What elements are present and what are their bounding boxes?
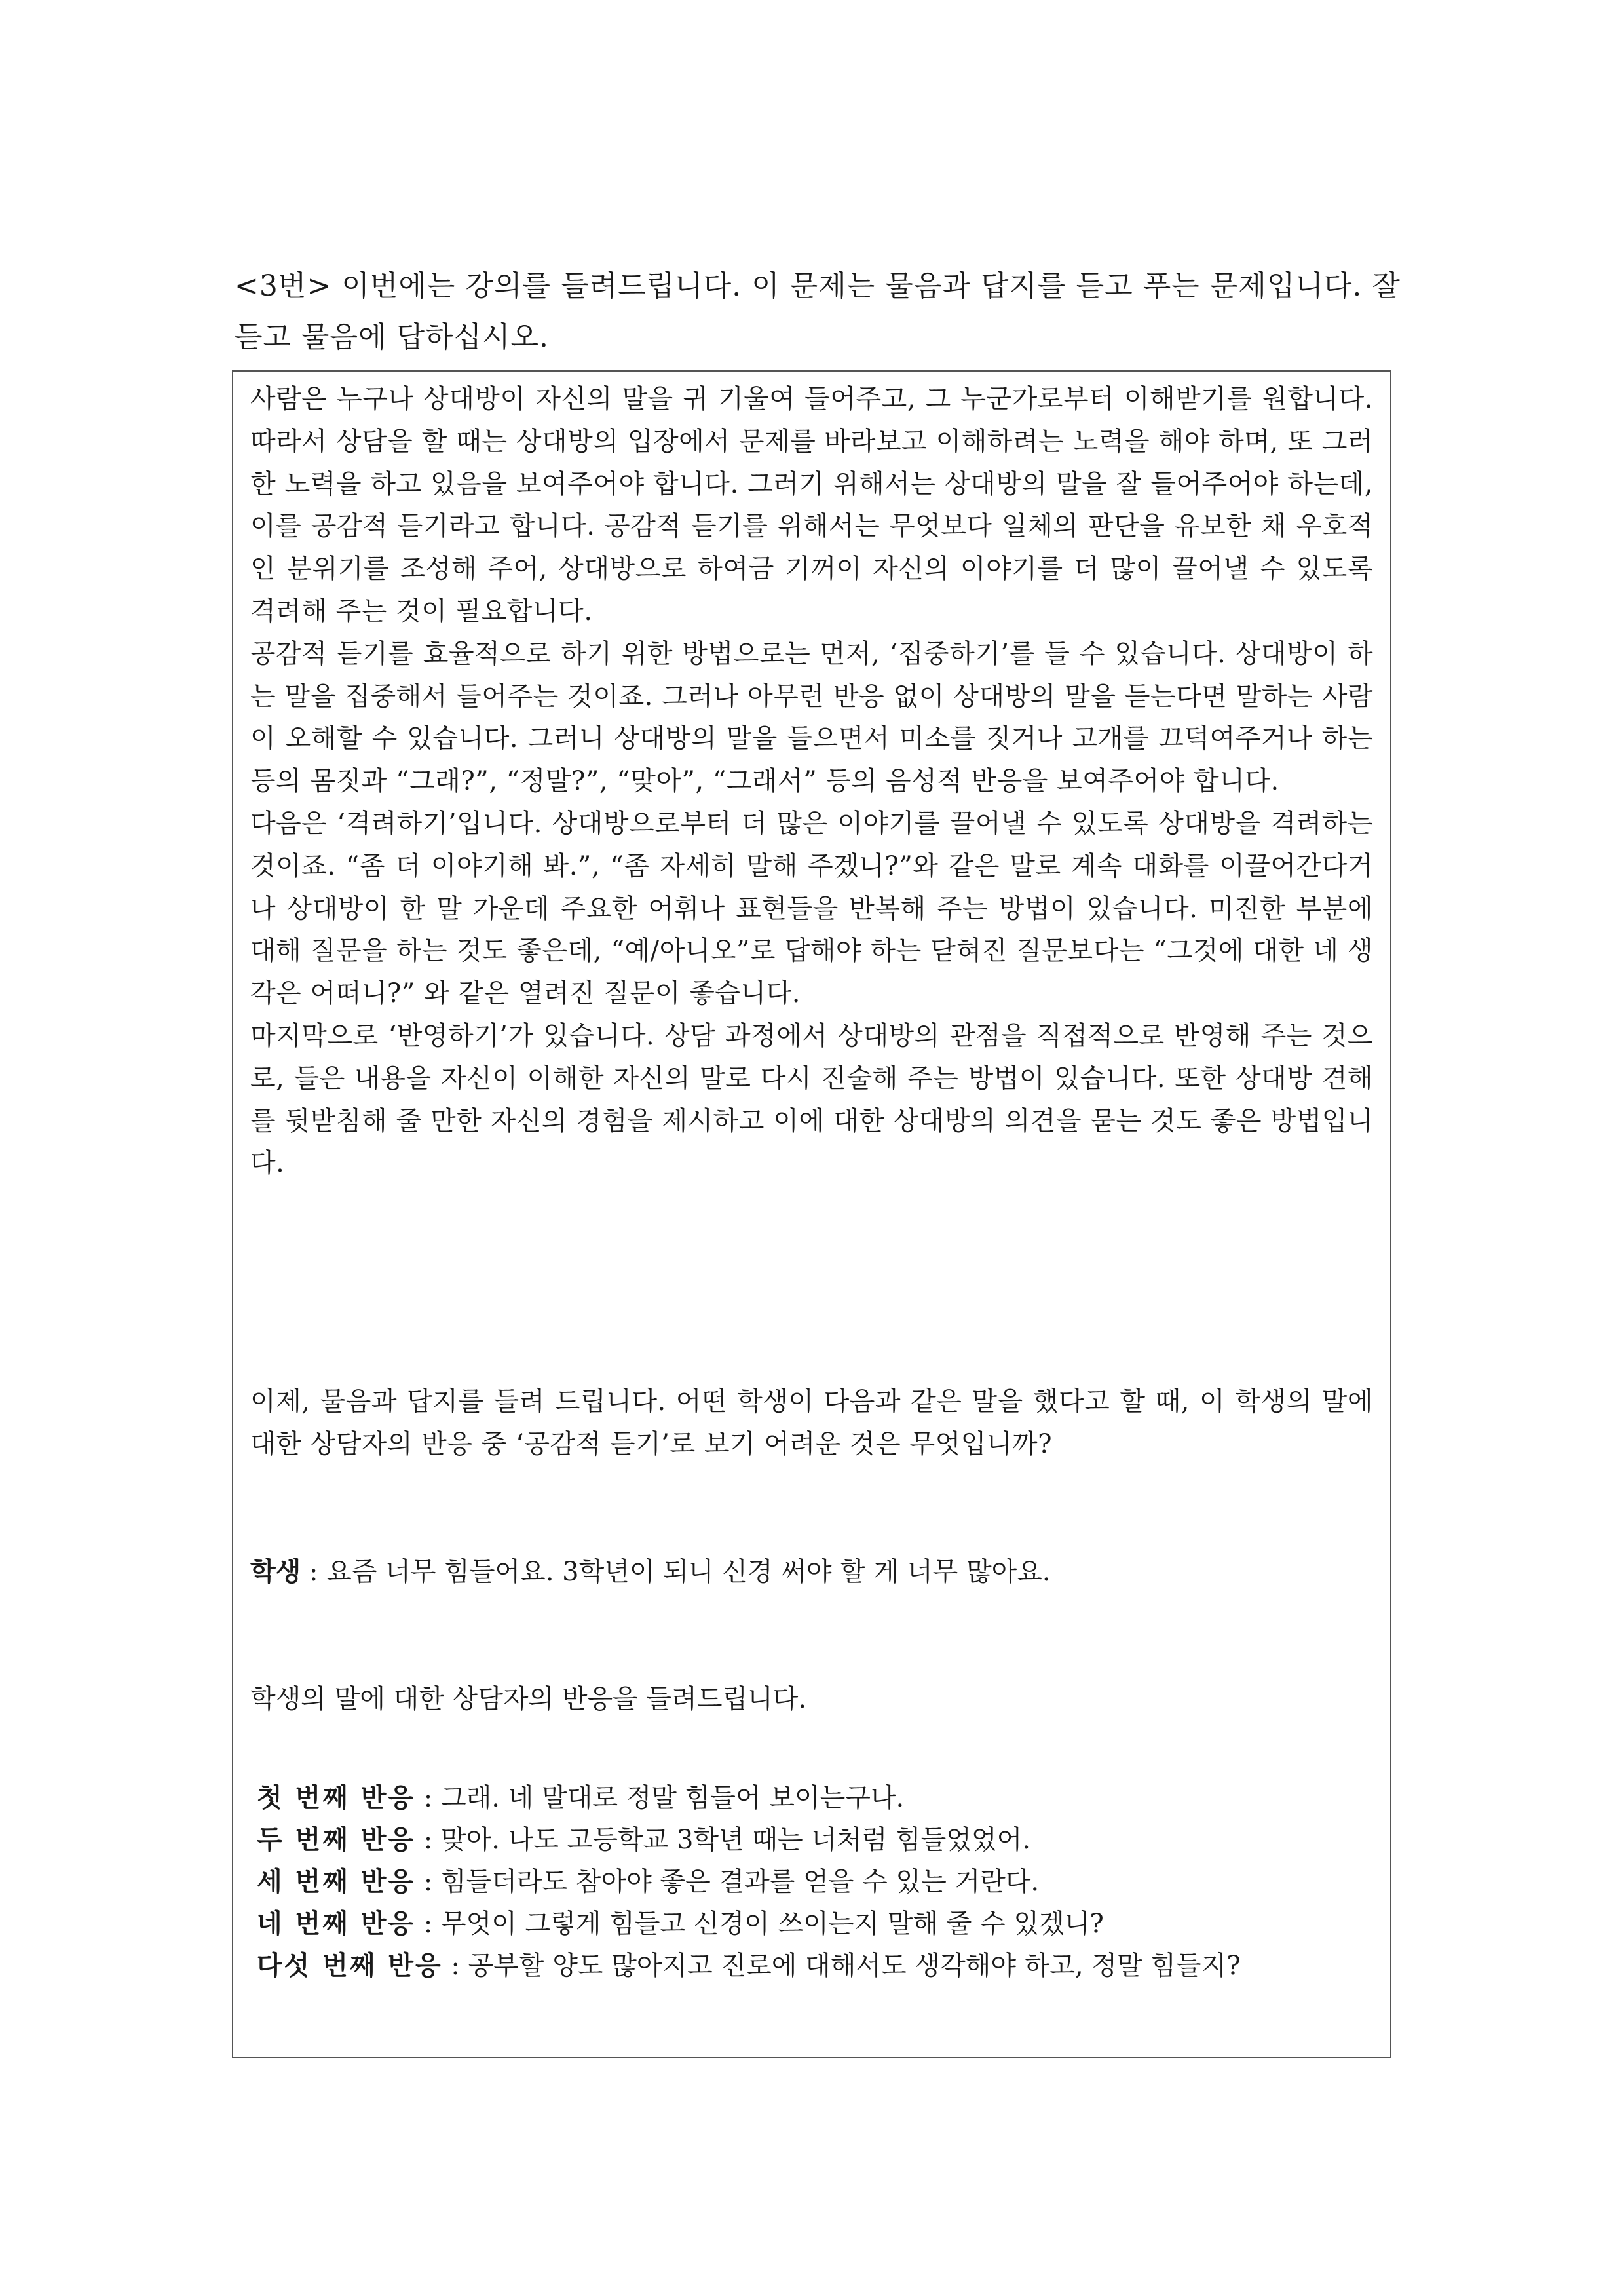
question-text: 이제, 물음과 답지를 들려 드립니다. 어떤 학생이 다음과 같은 말을 했다고 할 때, 이 학생의 말에 대한 상담자의 반응 중 ‘공감적 듣기’로 보기 어려운 것은 무엇입니까? — [250, 1387, 1373, 1459]
response-label: 다섯 번째 반응 — [257, 1950, 443, 1981]
response-label: 세 번째 반응 — [257, 1866, 416, 1897]
response-text: : 공부할 양도 많아지고 진로에 대해서도 생각해야 하고, 정말 힘들지? — [442, 1951, 1241, 1981]
response-label: 네 번째 반응 — [257, 1908, 416, 1939]
response-item — [257, 1819, 1373, 1861]
passage-paragraph: 공감적 듣기를 효율적으로 하기 위한 방법으로는 먼저, ‘집중하기’를 들 수 있습니다. 상대방이 하는 말을 집중해서 들어주는 것이죠. 그러나 아무런 반응 없이 상대방의 말을 듣는다면 말하는 사람이 오해할 수 있습니다. 그러니 상대방의 말을 들으면서 미소를 짓거나 고개를 끄덕여주거나 하는 등의 몸짓과 “그래?”, “정말?”, “맞아”, “그래서” 등의 음성적 반응을 보여주어야 합니다. — [250, 638, 1373, 797]
student-text: : 요즘 너무 힘들어요. 3학년이 되니 신경 써야 할 게 너무 많아요. — [301, 1557, 1051, 1587]
student-label: 학생 — [250, 1556, 301, 1587]
response-text: : 무엇이 그렇게 힘들고 신경이 쓰이는지 말해 줄 수 있겠니? — [415, 1909, 1104, 1939]
lecture-passage — [250, 378, 1373, 1185]
response-text: : 그래. 네 말대로 정말 힘들어 보이는구나. — [415, 1783, 905, 1813]
instruction-header — [235, 261, 1401, 363]
passage-paragraph: 마지막으로 ‘반영하기’가 있습니다. 상담 과정에서 상대방의 관점을 직접적으로 반영해 주는 것으로, 들은 내용을 자신이 이해한 자신의 말로 다시 진술해 주는 방법이 있습니다. 또한 상대방 견해를 뒷받침해 줄 만한 자신의 경험을 제시하고 이에 대한 상대방의 의견을 묻는 것도 좋은 방법입니다. — [250, 1020, 1373, 1179]
response-item — [257, 1945, 1373, 1987]
instruction-text: 이번에는 강의를 들려드립니다. 이 문제는 물음과 답지를 듣고 푸는 문제입니다. 잘 듣고 물음에 답하십시오. — [235, 269, 1401, 354]
passage-paragraph: 다음은 ‘격려하기’입니다. 상대방으로부터 더 많은 이야기를 끌어낼 수 있도록 상대방을 격려하는 것이죠. “좀 더 이야기해 봐.”, “좀 자세히 말해 주겠니?”와 같은 말로 계속 대화를 이끌어간다거나 상대방이 한 말 가운데 주요한 어휘나 표현들을 반복해 주는 방법이 있습니다. 미진한 부분에 대해 질문을 하는 것도 좋은데, “예/아니오”로 답해야 하는 닫혀진 질문보다는 “그것에 대한 네 생각은 어떠니?” 와 같은 열려진 질문이 좋습니다. — [250, 808, 1373, 1009]
response-list — [257, 1777, 1373, 1987]
response-label: 첫 번째 반응 — [257, 1782, 416, 1813]
student-statement — [250, 1550, 1373, 1594]
response-text: : 맞아. 나도 고등학교 3학년 때는 너처럼 힘들었었어. — [415, 1825, 1030, 1855]
response-item — [257, 1903, 1373, 1945]
response-item — [257, 1777, 1373, 1819]
question-number: <3번> — [235, 269, 332, 303]
passage-paragraph: 사람은 누구나 상대방이 자신의 말을 귀 기울여 들어주고, 그 누군가로부터 이해받기를 원합니다. 따라서 상담을 할 때는 상대방의 입장에서 문제를 바라보고 이해하려는 노력을 해야 하며, 또 그러한 노력을 하고 있음을 보여주어야 합니다. 그러기 위해서는 상대방의 말을 잘 들어주어야 하는데, 이를 공감적 듣기라고 합니다. 공감적 듣기를 위해서는 무엇보다 일체의 판단을 유보한 채 우호적인 분위기를 조성해 주어, 상대방으로 하여금 기꺼이 자신의 이야기를 더 많이 끌어낼 수 있도록 격려해 주는 것이 필요합니다. — [250, 384, 1373, 626]
response-label: 두 번째 반응 — [257, 1824, 416, 1855]
script-box — [232, 370, 1391, 2058]
response-text: : 힘들더라도 참아야 좋은 결과를 얻을 수 있는 거란다. — [415, 1867, 1040, 1897]
response-item — [257, 1861, 1373, 1903]
responses-intro: 학생의 말에 대한 상담자의 반응을 들려드립니다. — [250, 1684, 807, 1714]
